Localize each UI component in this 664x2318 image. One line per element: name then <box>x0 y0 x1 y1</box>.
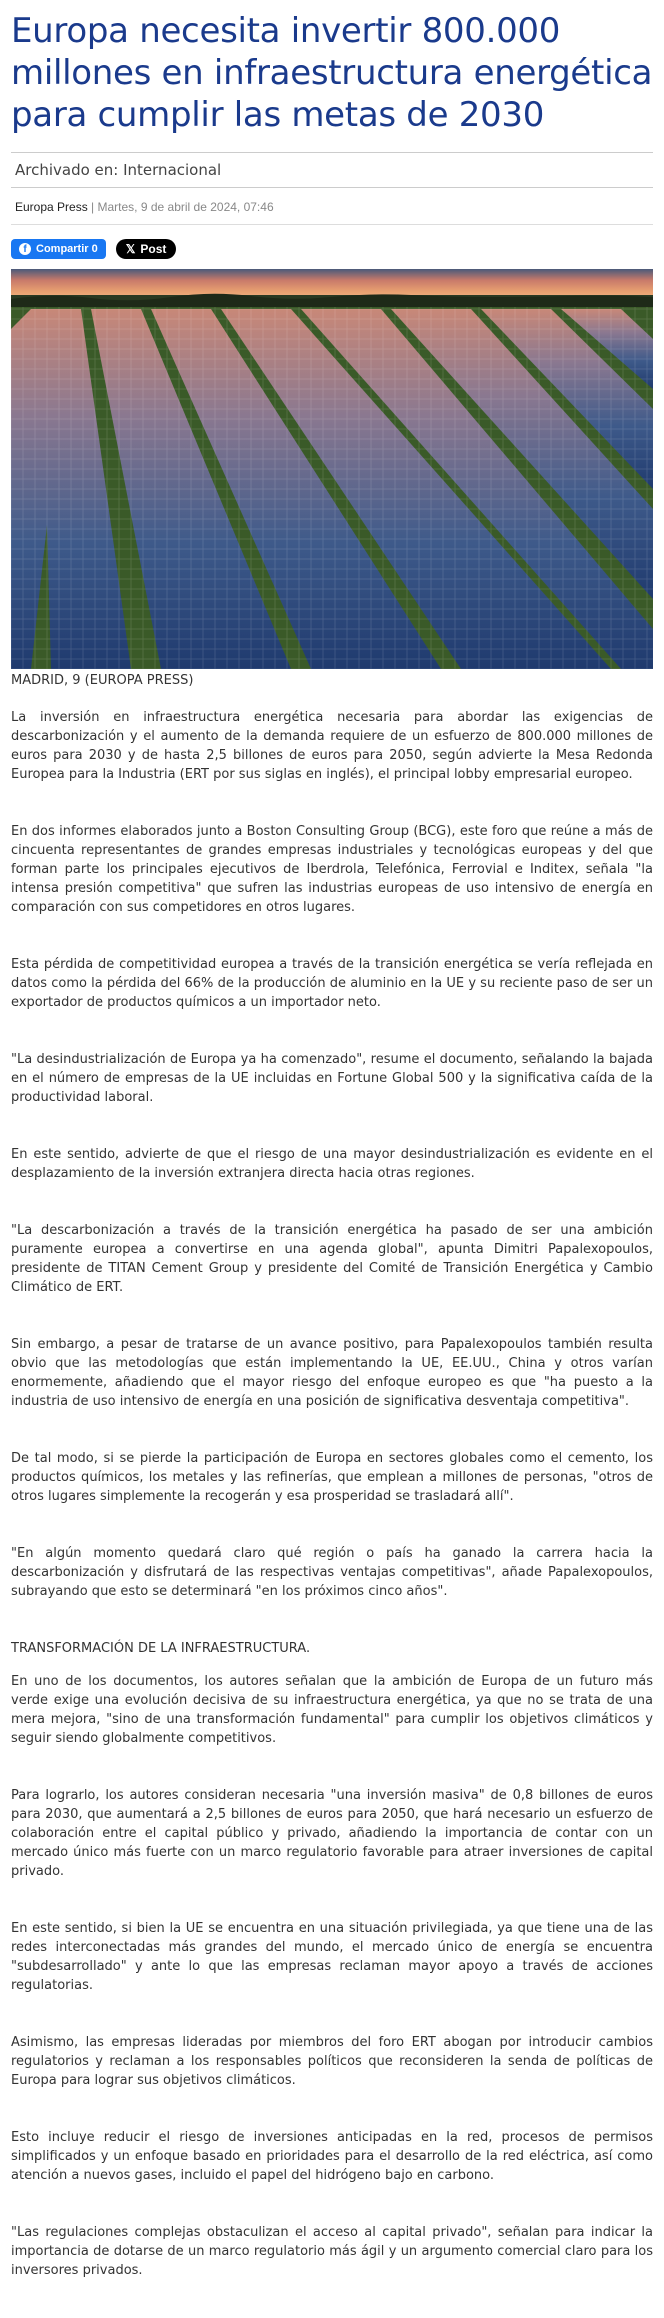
section-subheading: TRANSFORMACIÓN DE LA INFRAESTRUCTURA. <box>11 1641 311 1656</box>
paragraph: Para lograrlo, los autores consideran necesaria "una inversión masiva" de 0,8 billones de euros para 2030, que aumentará a 2,5 billones de euros para 2050, que hará necesario un esfuerzo de colaboración entre el capital público y privado, añadiendo la importancia de contar con un mercado único más fuerte con un marco regulatorio favorable para atraer inversiones de capital privado. <box>11 1788 653 1879</box>
byline-separator: | <box>91 200 98 214</box>
article-title: Europa necesita invertir 800.000 millones en infraestructura energética para cumplir las metas de 2030 <box>11 11 653 135</box>
article-body <box>11 708 653 2280</box>
paragraph: Esto incluye reducir el riesgo de inversiones anticipadas en la red, procesos de permisos simplificados y un enfoque basado en prioridades para el desarrollo de la red eléctrica, así como atención a nuevos gases, incluido el papel del hidrógeno bajo en carbono. <box>11 2130 653 2183</box>
paragraph: Sin embargo, a pesar de tratarse de un avance positivo, para Papalexopoulos también resulta obvio que las metodologías que están implementando la UE, EE.UU., China y otros varían enormemente, añadiendo que el mayor riesgo del enfoque europeo es que "ha puesto a la industria de uso intensivo de energía en una posición de significativa desventaja competitiva". <box>11 1337 653 1409</box>
facebook-share-label: Compartir 0 <box>36 243 98 255</box>
paragraph: De tal modo, si se pierde la participación de Europa en sectores globales como el cemento, los productos químicos, los metales y las refinerías, que emplean a millones de personas, "otros de otros lugares simplemente la recogerán y esa prosperidad se trasladará allí". <box>11 1451 653 1504</box>
paragraph: "Las regulaciones complejas obstaculizan el acceso al capital privado", señalan para indicar la importancia de dotarse de un marco regulatorio más ágil y un argumento comercial claro para los inversores privados. <box>11 2225 653 2278</box>
x-post-label: Post <box>140 242 167 256</box>
panel-rows <box>11 307 653 669</box>
paragraph: Asimismo, las empresas lideradas por miembros del foro ERT abogan por introducir cambios regulatorios y reclaman a los responsables políticos que reconsideren la senda de políticas de Europa para lograr sus objetivos climáticos. <box>11 2035 653 2088</box>
x-icon: 𝕏 <box>125 242 136 256</box>
paragraph: En dos informes elaborados junto a Boston Consulting Group (BCG), este foro que reúne a más de cincuenta representantes de grandes empresas industriales y tecnológicas europeas y del que forman parte los principales ejecutivos de Iberdrola, Telefónica, Ferrovial e Inditex, señala "la intensa presión competitiva" que sufren las industrias europeas de uso intensivo de energía en comparación con sus competidores en otros lugares. <box>11 824 653 915</box>
paragraph: En uno de los documentos, los autores señalan que la ambición de Europa de un futuro más verde exige una evolución decisiva de su infraestructura energética, ya que no se trata de una mera mejora, "sino de una transformación fundamental" para cumplir los objetivos climáticos y seguir siendo globalmente competitivos. <box>11 1674 653 1746</box>
image-caption: MADRID, 9 (EUROPA PRESS) <box>11 673 194 688</box>
share-buttons <box>11 239 653 259</box>
paragraph: "La descarbonización a través de la transición energética ha pasado de ser una ambición puramente europea a convertirse en una agenda global", apunta Dimitri Papalexopoulos, presidente de TITAN Cement Group y presidente del Comité de Transición Energética y Cambio Climático de ERT. <box>11 1223 653 1295</box>
solar-farm-image <box>11 269 653 669</box>
facebook-icon: f <box>19 243 31 255</box>
facebook-share-button[interactable] <box>11 239 106 259</box>
byline <box>11 196 653 225</box>
paragraph: "La desindustrialización de Europa ya ha comenzado", resume el documento, señalando la bajada en el número de empresas de la UE incluidas en Fortune Global 500 y la significativa caída de la productividad laboral. <box>11 1052 653 1105</box>
x-post-button[interactable] <box>116 239 177 259</box>
publish-date: Martes, 9 de abril de 2024, 07:46 <box>97 200 274 214</box>
paragraph: Esta pérdida de competitividad europea a través de la transición energética se vería reflejada en datos como la pérdida del 66% de la producción de aluminio en la UE y su reciente paso de ser un exportador de productos químicos a un importador neto. <box>11 957 653 1010</box>
paragraph: En este sentido, si bien la UE se encuentra en una situación privilegiada, ya que tiene una de las redes interconectadas más grandes del mundo, el mercado único de energía se encuentra "subdesarrollado" y ante lo que las empresas reclaman mayor apoyo a través de acciones regulatorias. <box>11 1921 653 1993</box>
archived-in: Archivado en: Internacional <box>11 152 653 188</box>
paragraph: En este sentido, advierte de que el riesgo de una mayor desindustrialización es evidente en el desplazamiento de la inversión extranjera directa hacia otras regiones. <box>11 1147 653 1181</box>
paragraph: La inversión en infraestructura energética necesaria para abordar las exigencias de descarbonización y el aumento de la demanda requiere de un esfuerzo de 800.000 millones de euros para 2030 y de hasta 2,5 billones de euros para 2050, según advierte la Mesa Redonda Europea para la Industria (ERT por sus siglas en inglés), el principal lobby empresarial europeo. <box>11 710 653 782</box>
paragraph: "En algún momento quedará claro qué región o país ha ganado la carrera hacia la descarbonización y disfrutará de las respectivas ventajas competitivas", añade Papalexopoulos, subrayando que esto se determinará "en los próximos cinco años". <box>11 1546 653 1599</box>
author[interactable]: Europa Press <box>15 200 88 214</box>
